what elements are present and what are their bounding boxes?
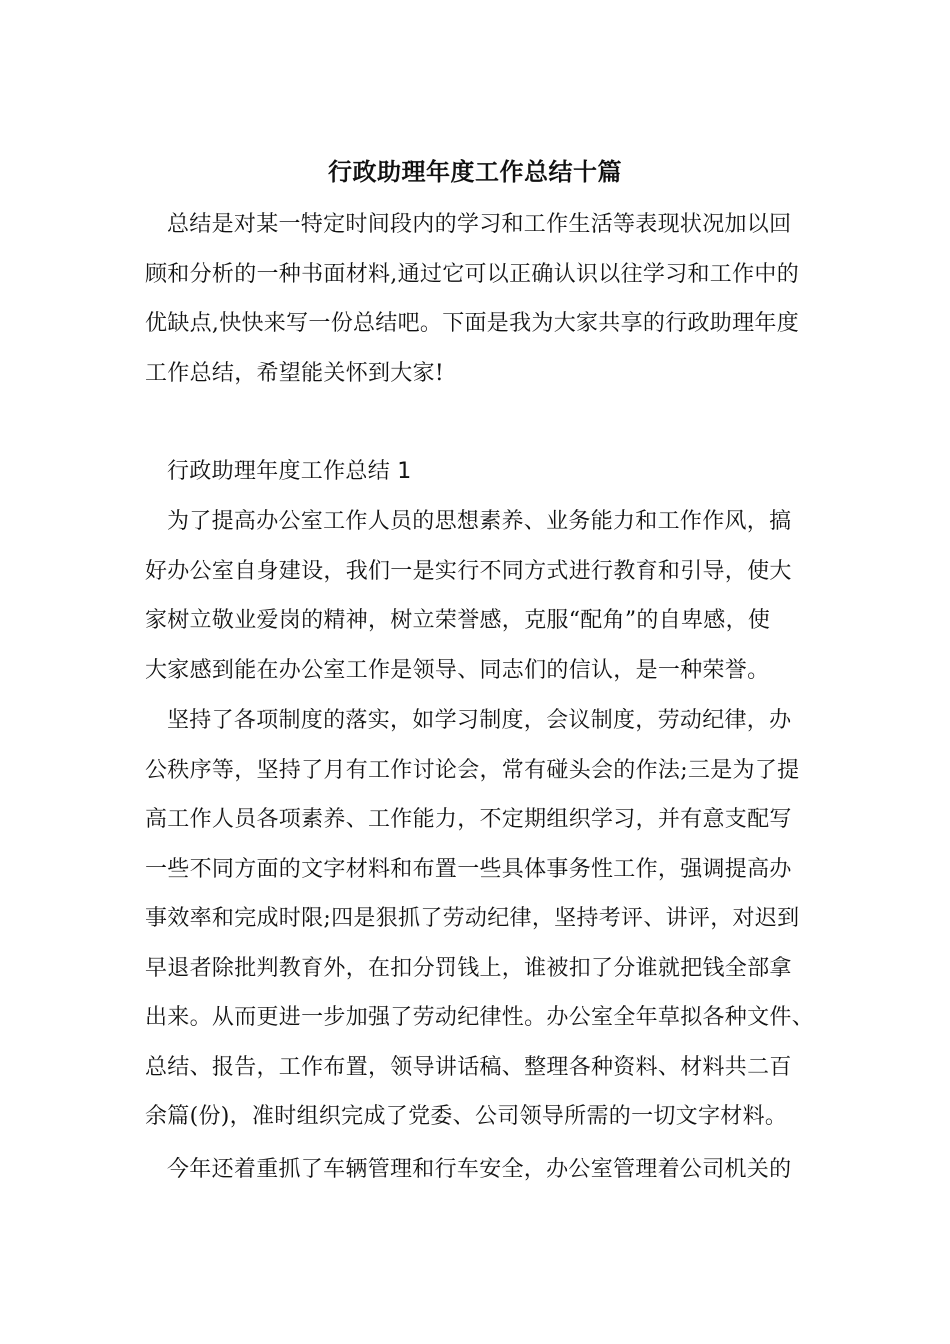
paragraph-3	[145, 1145, 810, 1195]
paragraph-line: 家树立敬业爱岗的精神，树立荣誉感，克服“配角”的自卑感，使	[145, 608, 771, 633]
paragraph-line: 坚持了各项制度的落实，如学习制度，会议制度，劳动纪律，办	[167, 708, 792, 733]
paragraph-line: 大家感到能在办公室工作是领导、同志们的信认，是一种荣誉。	[145, 657, 770, 683]
paragraph-line: 余篇(份)，准时组织完成了党委、公司领导所需的一切文字材料。	[145, 1104, 788, 1129]
intro-line: 顾和分析的一种书面材料,通过它可以正确认识以往学习和工作中的	[145, 261, 799, 287]
paragraph-2	[145, 696, 815, 1142]
paragraph-line: 好办公室自身建设，我们一是实行不同方式进行教育和引导，使大	[145, 558, 792, 584]
paragraph-line: 公秩序等，坚持了月有工作讨论会，常有碰头会的作法;三是为了提	[145, 757, 800, 783]
intro-line: 优缺点,快快来写一份总结吧。下面是我为大家共享的行政助理年度	[145, 311, 799, 336]
document-title: 行政助理年度工作总结十篇	[328, 157, 622, 186]
paragraph-line: 出来。从而更进一步加强了劳动纪律性。办公室全年草拟各种文件、	[145, 1005, 815, 1030]
paragraph-line: 今年还着重抓了车辆管理和行车安全，办公室管理着公司机关的	[167, 1157, 792, 1182]
paragraph-line: 一些不同方面的文字材料和布置一些具体事务性工作，强调提高办	[145, 856, 792, 882]
paragraph-line: 总结、报告，工作布置，领导讲话稿、整理各种资料、材料共二百	[145, 1054, 792, 1080]
paragraph-line: 高工作人员各项素养、工作能力，不定期组织学习，并有意支配写	[145, 807, 792, 832]
paragraph-line: 事效率和完成时限;四是狠抓了劳动纪律，坚持考评、讲评，对迟到	[145, 906, 800, 931]
section-heading: 行政助理年度工作总结 1	[167, 459, 412, 484]
intro-line: 总结是对某一特定时间段内的学习和工作生活等表现状况加以回	[167, 212, 792, 237]
paragraph-line: 早退者除批判教育外，在扣分罚钱上，谁被扣了分谁就把钱全部拿	[145, 955, 792, 981]
intro-paragraph	[145, 200, 810, 398]
paragraph-1	[145, 497, 810, 695]
paragraph-line: 为了提高办公室工作人员的思想素养、业务能力和工作作风，搞	[167, 509, 792, 534]
intro-line: 工作总结，希望能关怀到大家!	[145, 360, 445, 386]
